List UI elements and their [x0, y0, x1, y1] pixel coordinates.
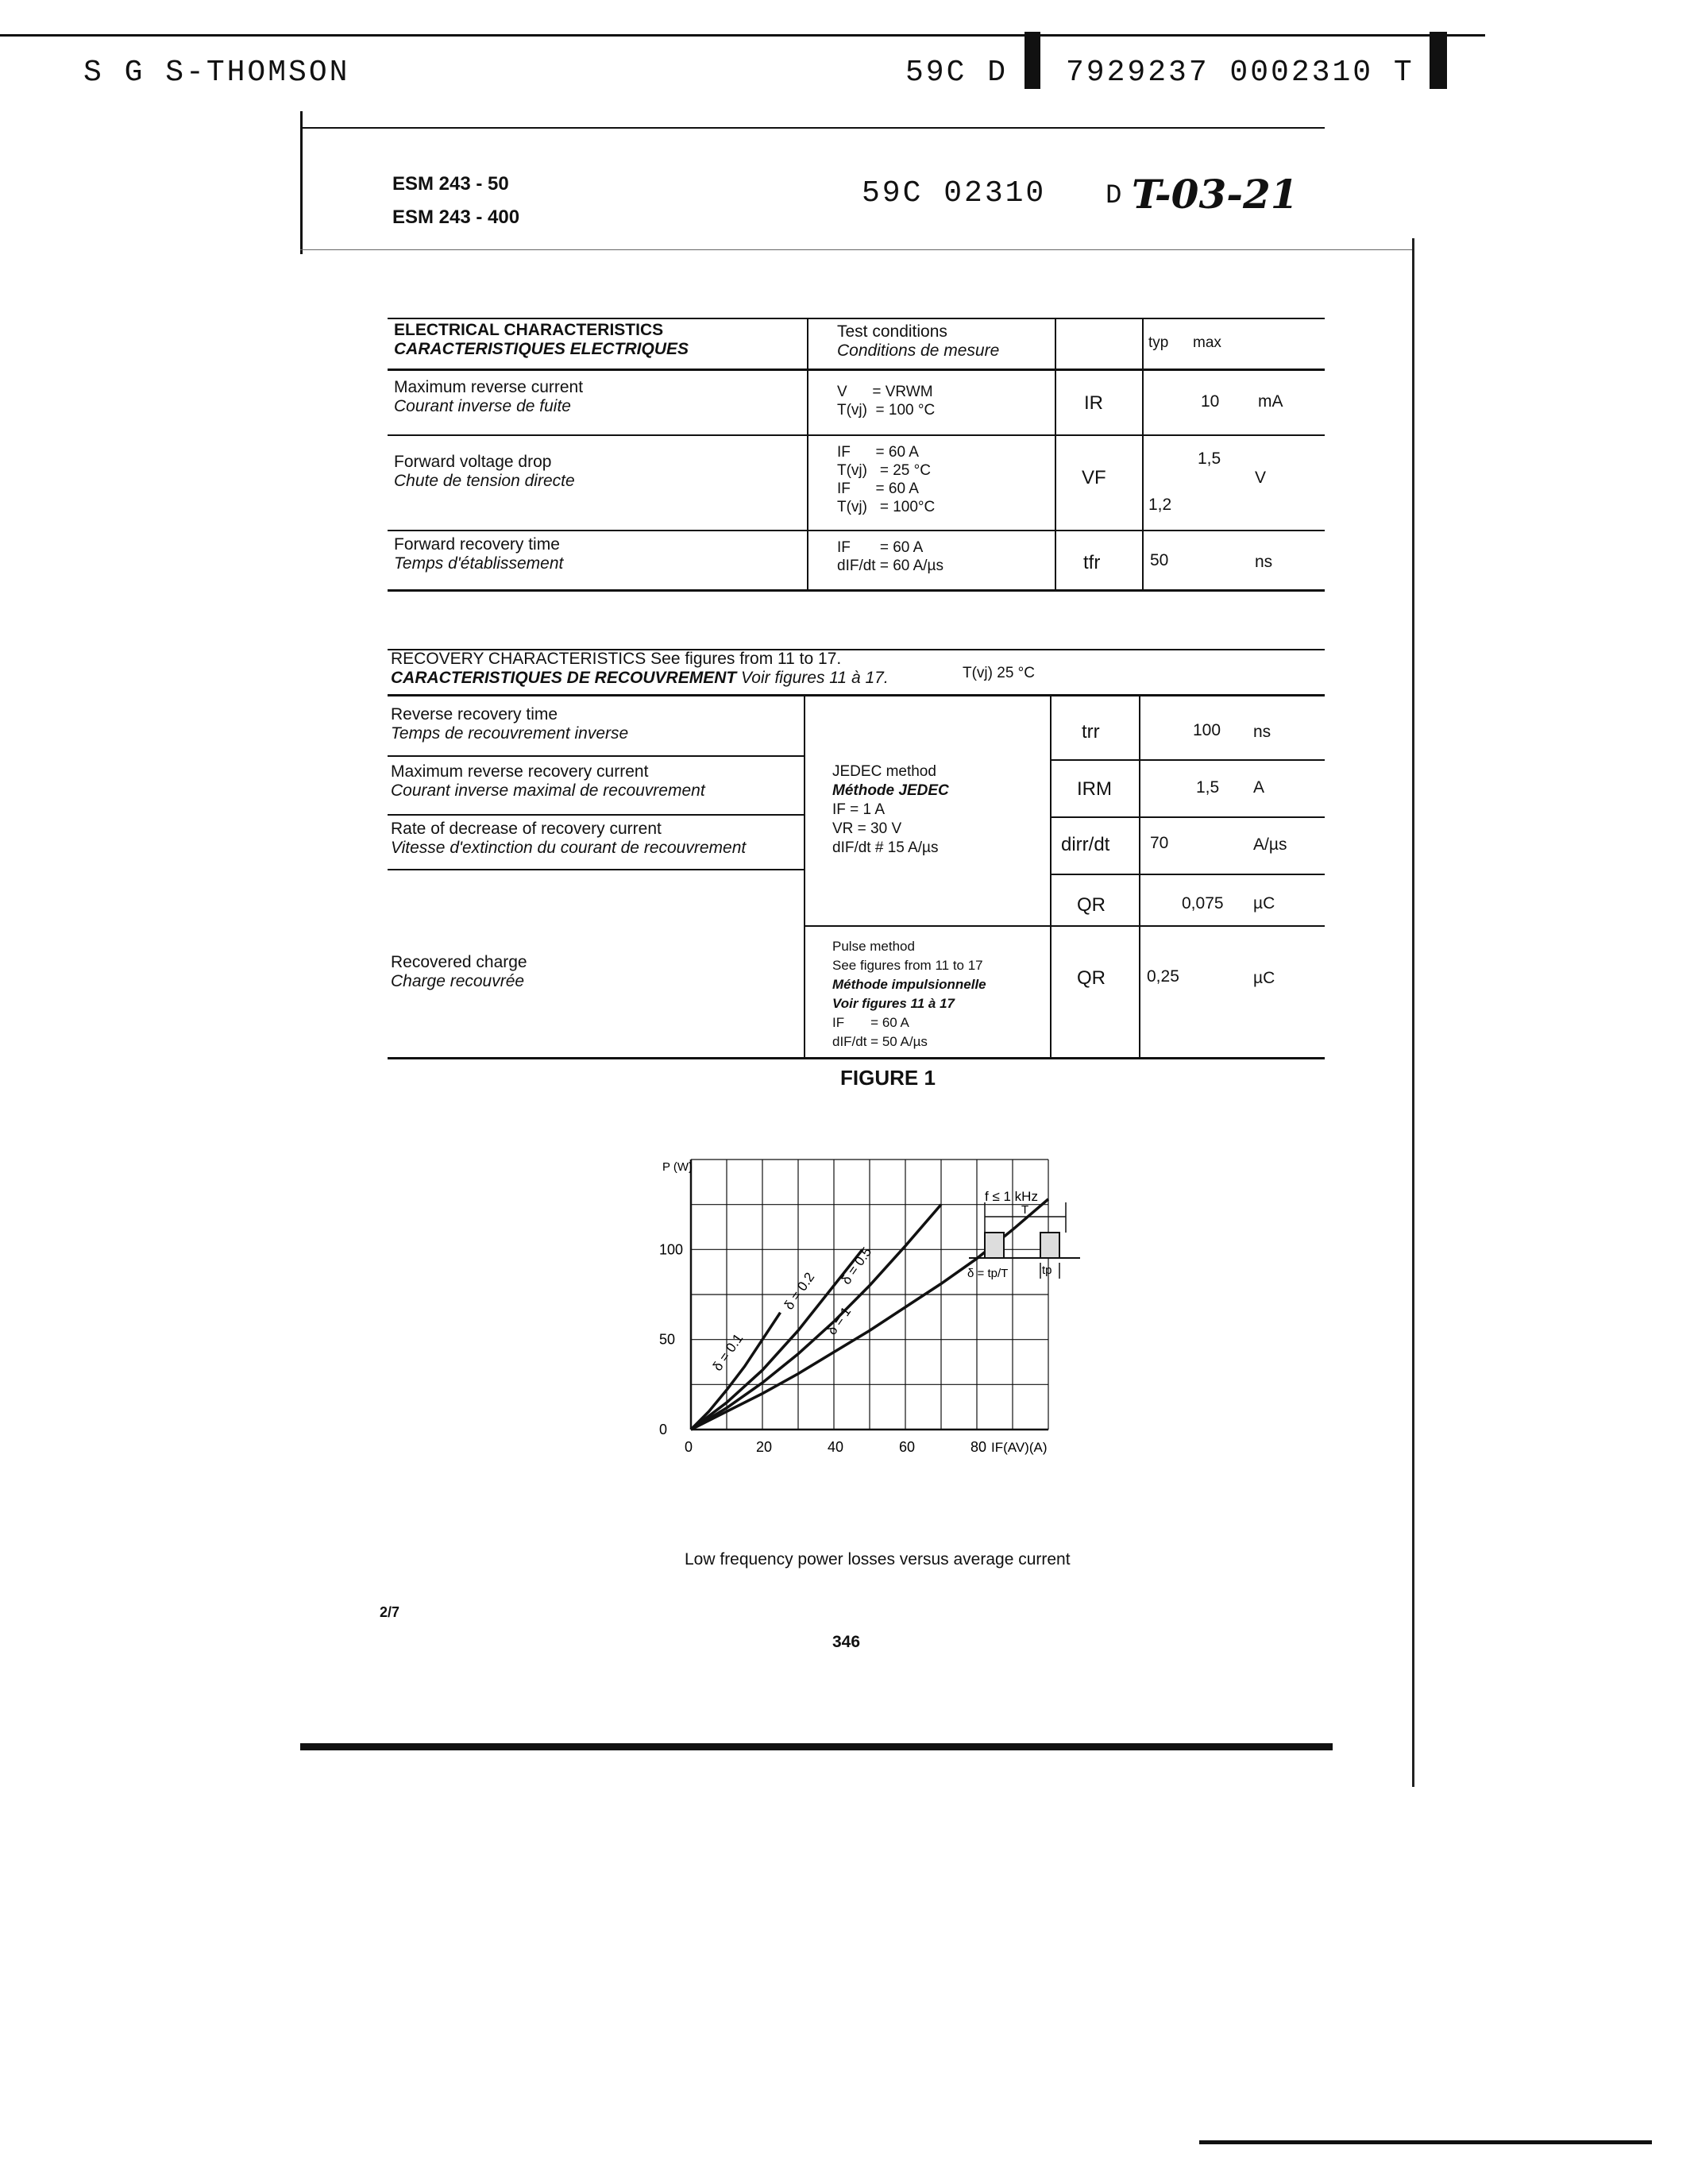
rec-row2-rule-right [1050, 816, 1325, 818]
rec-row-symbol: QR [1077, 894, 1106, 916]
rec-title-fr-note: Voir figures 11 à 17. [741, 669, 889, 687]
elec-row-typ: 1,2 [1148, 496, 1172, 514]
pulse-line: Méthode impulsionnelle [832, 977, 986, 992]
y-tick-label: 0 [659, 1422, 668, 1437]
figure-label: FIGURE 1 [840, 1066, 936, 1090]
x-tick-label: 60 [899, 1439, 916, 1455]
elec-row-cond: IF = 60 A [837, 539, 924, 556]
x-tick-label: 80 [970, 1439, 987, 1455]
page-left-rule [300, 111, 303, 254]
part-line-2: ESM 243 - 400 [392, 206, 520, 228]
header-code-left: 59C D [905, 56, 1009, 90]
x-axis-label: IF(AV)(A) [991, 1440, 1048, 1455]
curve-label: δ = 0.5 [838, 1244, 875, 1287]
rec-row-label-en: Reverse recovery time [391, 705, 558, 723]
part-box-top [300, 127, 1325, 129]
stamp-d: D [1106, 181, 1122, 211]
rec-row-symbol: QR [1077, 967, 1106, 989]
elec-col-typ: typ [1148, 334, 1169, 351]
x-tick-label: 0 [685, 1439, 693, 1455]
pulse-line: dIF/dt = 50 A/µs [832, 1034, 928, 1049]
elec-row-unit: V [1255, 469, 1267, 487]
rec-col-val [1139, 694, 1140, 1059]
jedec-line: VR = 30 V [832, 820, 902, 837]
elec-head-rule [388, 369, 1325, 371]
pulse-rect-2 [1040, 1233, 1059, 1258]
elec-row-cond: T(vj) = 100 °C [837, 402, 936, 419]
figure-caption: Low frequency power losses versus average current [685, 1550, 1071, 1569]
rec-row1-rule-left [388, 755, 804, 757]
rec-row-label-fr: Courant inverse maximal de recouvrement [391, 781, 705, 800]
rec-bottom-rule [388, 1057, 1325, 1059]
elec-row-typ: 50 [1150, 551, 1169, 569]
rec-row-label-en: Recovered charge [391, 953, 527, 971]
company-name: S G S-THOMSON [83, 56, 350, 90]
elec-col-sym [1055, 318, 1056, 591]
rec-row-label-fr: Charge recouvrée [391, 972, 525, 990]
rec-col-sym [1050, 694, 1052, 1059]
curve-series [691, 1313, 781, 1430]
rec-title-note: See figures from 11 to 17. [650, 650, 842, 668]
elec-row-unit: mA [1258, 392, 1283, 411]
elec-row-label-en: Forward recovery time [394, 535, 560, 554]
inset-tp-label: tp [1042, 1264, 1052, 1277]
elec-row-label-fr: Courant inverse de fuite [394, 397, 571, 415]
elec-title-en: ELECTRICAL CHARACTERISTICS [394, 321, 664, 339]
jedec-line: IF = 1 A [832, 801, 886, 818]
elec-row-cond: IF = 60 A [837, 480, 919, 497]
rec-row-label-fr: Temps de recouvrement inverse [391, 724, 629, 743]
rec-row-symbol: dirr/dt [1061, 834, 1110, 855]
rec-row-value: 100 [1193, 721, 1221, 739]
rec-row3-rule-left [388, 869, 804, 870]
page-number: 346 [832, 1633, 861, 1651]
header-rule [0, 34, 1485, 37]
rec-row-unit: A [1253, 778, 1265, 797]
elec-row2-rule [388, 530, 1325, 531]
bottom-right-rule [1199, 2140, 1652, 2144]
page-right-rule [1412, 238, 1414, 1787]
elec-row-cond: IF = 60 A [837, 444, 919, 461]
rec-row-label-en: Maximum reverse recovery current [391, 762, 649, 781]
footer-thick-rule [300, 1743, 1333, 1750]
elec-row-symbol: tfr [1083, 552, 1101, 573]
inset-delta-label: δ = tp/T [967, 1267, 1009, 1280]
elec-row-label-fr: Chute de tension directe [394, 472, 575, 490]
rec-row-symbol: IRM [1077, 778, 1112, 800]
elec-row-unit: ns [1255, 553, 1273, 571]
elec-row-symbol: VF [1082, 467, 1106, 488]
rec-row-symbol: trr [1082, 721, 1100, 743]
rec-row-unit: µC [1253, 969, 1275, 987]
part-box-bottom [300, 249, 1412, 250]
jedec-line: dIF/dt # 15 A/µs [832, 839, 939, 856]
elec-row-cond: dIF/dt = 60 A/µs [837, 558, 943, 574]
stamp-code: 59C 02310 [862, 176, 1047, 210]
rec-row-unit: A/µs [1253, 835, 1287, 854]
curve-label: δ = 0.1 [709, 1330, 747, 1374]
elec-cond-fr: Conditions de mesure [837, 341, 1000, 360]
rec-row-value: 0,25 [1147, 967, 1179, 986]
rec-col-cond [804, 694, 805, 1059]
jedec-line: Méthode JEDEC [832, 782, 949, 799]
elec-row-label-fr: Temps d'établissement [394, 554, 564, 573]
rec-row-label-en: Rate of decrease of recovery current [391, 820, 662, 838]
rec-row-value: 1,5 [1196, 778, 1220, 797]
pulse-line: Pulse method [832, 939, 915, 954]
rec-row-label-fr: Vitesse d'extinction du courant de recouvrement [391, 839, 747, 857]
rec-row-unit: µC [1253, 894, 1275, 913]
rec-row-value: 70 [1150, 834, 1169, 852]
elec-bottom-rule [388, 589, 1325, 592]
elec-cond-en: Test conditions [837, 322, 947, 341]
part-line-1: ESM 243 - 50 [392, 173, 509, 195]
elec-row1-rule [388, 434, 1325, 436]
pulse-line: See figures from 11 to 17 [832, 958, 983, 973]
header-code-right: 7929237 0002310 T [1066, 56, 1414, 90]
pulse-line: IF = 60 A [832, 1015, 909, 1030]
elec-row-cond: T(vj) = 25 °C [837, 462, 931, 479]
jedec-line: JEDEC method [832, 763, 936, 780]
rec-title-fr-main: CARACTERISTIQUES DE RECOUVREMENT [391, 669, 737, 687]
power-loss-chart [651, 1144, 1080, 1477]
header-black-bar-2 [1430, 32, 1447, 89]
rec-row4-rule [804, 925, 1325, 927]
elec-col-max: max [1193, 334, 1221, 351]
rec-row-unit: ns [1253, 723, 1271, 741]
x-tick-label: 40 [828, 1439, 844, 1455]
pulse-line: Voir figures 11 à 17 [832, 996, 955, 1011]
rec-title-en [391, 650, 841, 669]
elec-row-symbol: IR [1084, 392, 1103, 414]
header-black-bar-1 [1025, 32, 1040, 89]
elec-col-val [1142, 318, 1144, 591]
inset-T-label: T [1021, 1203, 1029, 1217]
elec-row-cond: V = VRWM [837, 384, 933, 400]
elec-row-label-en: Forward voltage drop [394, 453, 552, 471]
rec-row3-rule-right [1050, 874, 1325, 875]
page-fraction: 2/7 [380, 1604, 400, 1620]
rec-row2-rule-left [388, 814, 804, 816]
rec-row1-rule-right [1050, 759, 1325, 761]
handwritten-code: T-03-21 [1132, 171, 1298, 218]
inset-freq-label: f ≤ 1 kHz [985, 1189, 1038, 1204]
curve-series [691, 1205, 941, 1430]
rec-temperature: T(vj) 25 °C [963, 665, 1035, 681]
rec-title-main: RECOVERY CHARACTERISTICS [391, 650, 646, 668]
y-tick-label: 50 [659, 1331, 676, 1348]
y-axis-label: P (W) [662, 1160, 693, 1174]
duty-cycle-inset [967, 1189, 1080, 1280]
pulse-rect-1 [985, 1233, 1004, 1258]
elec-row-max: 1,5 [1198, 450, 1221, 468]
curve-label: δ = 0.2 [781, 1269, 818, 1313]
rec-title-fr [391, 669, 889, 688]
elec-row-cond: T(vj) = 100°C [837, 499, 936, 515]
elec-title-fr: CARACTERISTIQUES ELECTRIQUES [394, 340, 689, 358]
elec-row-max: 10 [1201, 392, 1220, 411]
rec-row-value: 0,075 [1182, 894, 1224, 913]
curve-label: δ = 1 [824, 1304, 855, 1338]
elec-row-label-en: Maximum reverse current [394, 378, 584, 396]
y-tick-label: 100 [659, 1241, 684, 1258]
x-tick-label: 20 [756, 1439, 773, 1455]
rec-head-rule [388, 694, 1325, 696]
elec-top-rule [388, 318, 1325, 319]
elec-col-cond [807, 318, 808, 591]
